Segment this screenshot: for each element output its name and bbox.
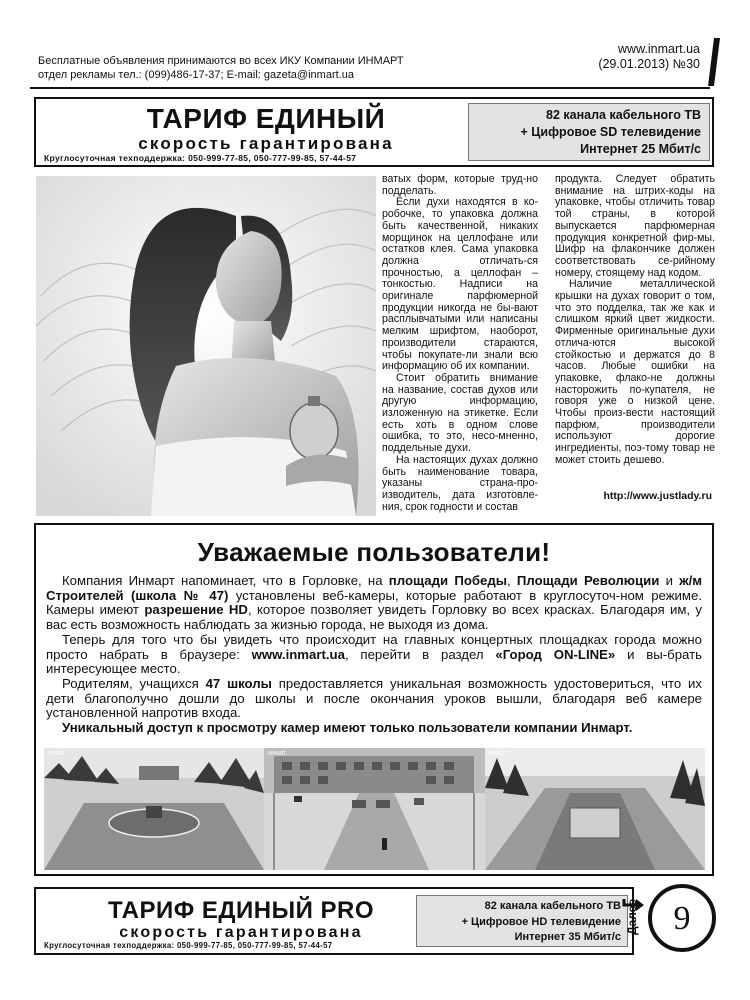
tariff-feature: + Цифровое SD телевидение [520,125,701,139]
article-column-1 [382,174,538,513]
notice-paragraph-webcams: Компания Инмарт напоминает, что в Горловке, на площади Победы, Площади Революции и ж/м Строителей (школа № 47) установлены веб-камеры, которые работают в круглосуточ-ном режиме. Камеры имеют разрешение HD, которое позволяет увидеть Горловку во всех красках. Благодаря им, у вас есть возможность наблюдать за жизнью города, не выходя из дома. [46,573,702,633]
article-paragraph: ватых форм, которые труд-но подделать. [382,173,538,197]
tariff-feature: Интернет 35 Мбит/с [514,931,621,943]
notice-body [46,574,702,736]
article-paragraph: Наличие металлической крышки на духах говорит о том, что это подделка, так же как и слишком яркий цвет жидкости. Фирменные оригинальные духи отлича-ются высокой стойкостью и держатся до 8 часов. Любые ошибки на упаковке, флако-не должны насторожить по-купателя, не говоря уже о низкой цене. Чтобы произ-вести настоящий парфюм, производители используют дорогие ингредиенты, поэ-тому товар не может стоить дешево. [555,278,715,466]
webcam-photo-school [264,748,485,870]
notice-paragraph-how-to: Теперь для того что бы увидеть что происходит на главных концертных площадках города можно просто набрать в браузере: www.inmart.ua, перейти в раздел «Город ON-LINE» и вы-брать интересующее место. [46,631,702,677]
tariff-ad-top [34,97,714,167]
tariff-features [416,895,628,947]
article-column-2 [555,174,715,467]
next-page-marker[interactable] [622,895,646,961]
notice-paragraph-parents: Родителям, учащихся 47 школы предоставляется уникальная возможность удостовериться, что их дети благополучно дошли до школы и после окончания уроков вышли, благодаря веб камере установленной напротив входа. [46,675,702,721]
article-paragraph: Если духи находятся в ко-робочке, то упаковка должна быть качественной, никаких морщинок на целлофане или остатков клея. Сама упаковка должна отличать-ся прочностью, а целлофан – тонкостью. Надписи на оригинале парфюмерной продукции никогда не бы-вают расплывчатыми или написаны мелким шрифтом, наоборот, производители стараются, чтобы покупате-ли знали всю информацию об их компании. [382,196,538,373]
tariff-title-block [76,899,406,941]
header-slash-ornament [708,38,720,86]
page-number: 9 [673,900,691,937]
header-rule [30,87,710,89]
tariff-support-phones: Круглосуточная техподдержка: 050-999-77-85, 050-777-99-85, 57-44-57 [44,941,333,950]
tariff-tagline: скорость гарантирована [119,924,363,941]
site-url[interactable]: www.inmart.ua [618,42,700,56]
article-paragraph: Стоит обратить внимание на название, состав духов или другую информацию, изложенную на этикетке. Если есть хоть в одном слове ошибка, то это, несо-мненно, поддельные духи. [382,371,538,455]
tariff-tagline: скорость гарантирована [138,134,394,153]
article-paragraph: На настоящих духах должно быть наименование товара, указаны страна-про-изводитель, дата изготовле-ния, срок годности и состав [382,453,538,513]
issue-date-number: (29.01.2013) №30 [598,57,700,71]
webcam-photo-park [485,748,705,870]
tariff-feature: Интернет 25 Мбит/с [580,142,701,156]
tariff-features [468,103,710,161]
webcam-overlay-label: INMART [47,752,66,757]
tariff-name: ТАРИФ ЕДИНЫЙ [146,103,386,134]
tariff-name: ТАРИФ ЕДИНЫЙ PRO [108,897,374,924]
webcam-photo-strip [44,748,705,870]
tariff-ad-bottom [34,887,634,955]
free-ads-note: Бесплатные объявления принимаются во всех ИКУ Компании ИНМАРТ [38,55,404,67]
tariff-feature: + Цифровое HD телевидение [461,915,621,928]
article-paragraph: продукта. Следует обратить внимание на штрих-коды на упаковке, чтобы отличить товар той страны, в которой выпускается парфюмерная продукция конкретной фир-мы. Шифр на флакончике должен соответствовать се-рийному номеру, стоящему над кодом. [555,173,715,279]
page-number-badge [648,884,716,952]
tariff-feature: 82 канала кабельного ТВ [546,108,701,122]
article-photo-angel-woman [36,176,376,516]
article-source-link[interactable]: http://www.justlady.ru [603,490,712,502]
tariff-title-block [76,105,456,152]
notice-title: Уважаемые пользователи! [197,537,551,567]
notice-paragraph-exclusive: Уникальный доступ к просмотру камер имеют только пользователи компании Инмарт. [62,720,633,736]
webcam-overlay-label: INMART [267,751,287,757]
webcam-overlay-label: INMART [488,751,508,757]
next-page-label: Далее [625,898,639,935]
page-header-info [38,54,404,82]
notice-site-link[interactable]: www.inmart.ua [251,646,345,662]
issue-info [598,42,700,72]
tariff-support-phones: Круглосуточная техподдержка: 050-999-77-85, 050-777-99-85, 57-44-57 [44,153,357,163]
webcam-photo-square [44,748,264,870]
ad-department-contacts: отдел рекламы тел.: (099)486-17-37; E-mail: gazeta@inmart.ua [38,69,354,81]
notice-box [34,523,714,876]
tariff-feature: 82 канала кабельного ТВ [484,900,621,912]
